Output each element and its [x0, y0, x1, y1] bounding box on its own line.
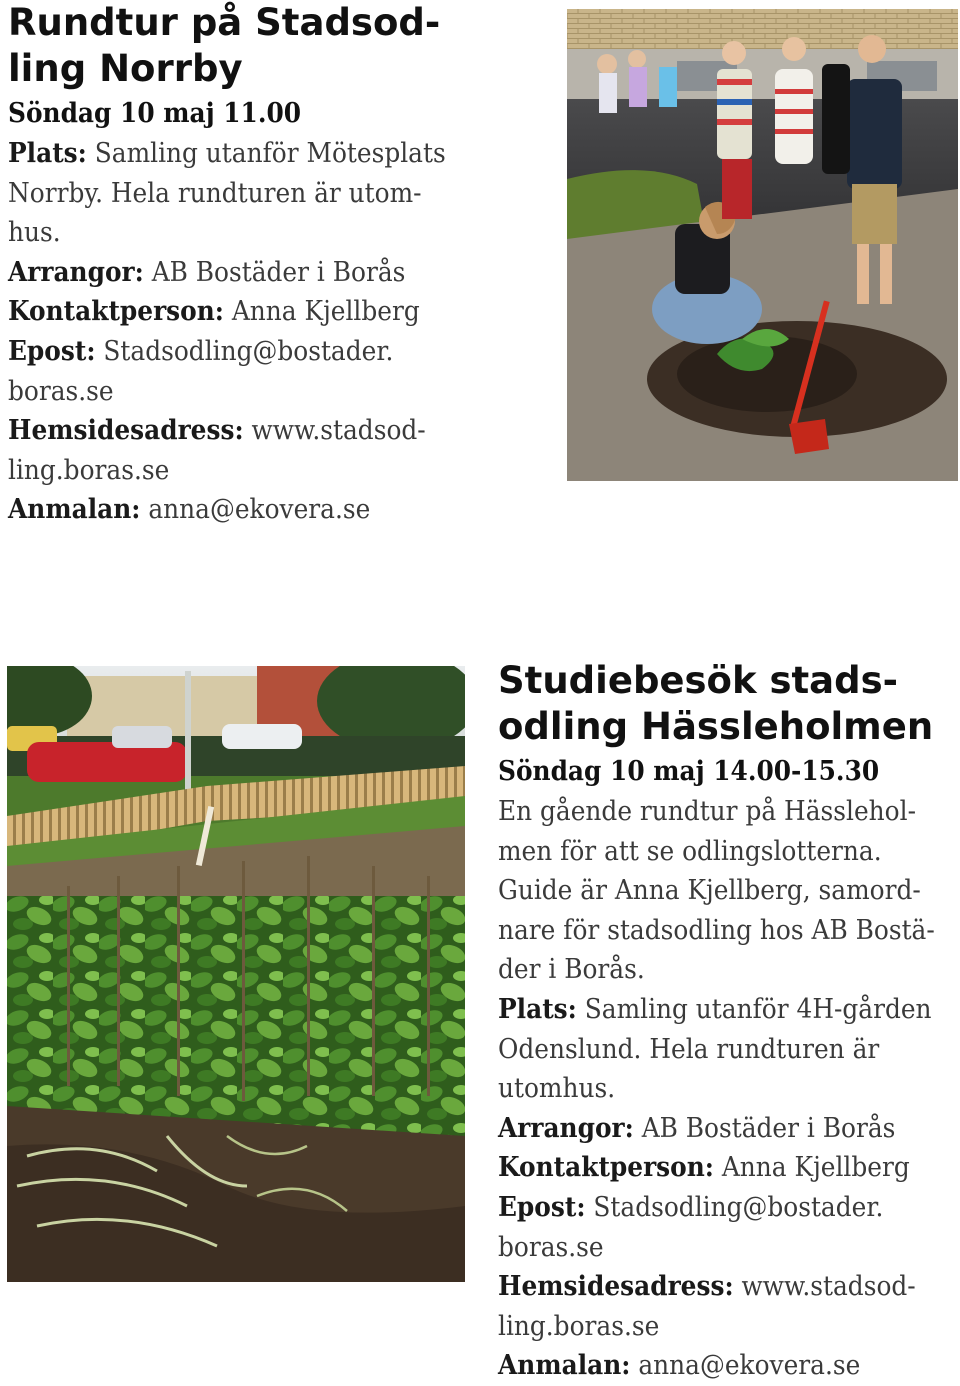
event2-line: En gående rundtur på Hässlehol-	[498, 796, 916, 827]
event1-line: Anmalan: anna@ekovera.se	[8, 494, 371, 526]
event1-line: Kontaktperson: Anna Kjellberg	[8, 296, 420, 328]
event2-details	[498, 792, 958, 1386]
event2-line: Anmalan: anna@ekovera.se	[498, 1350, 861, 1382]
event1-text	[8, 0, 553, 530]
event1-title: Rundtur på Stadsod- ling Norrby	[8, 1, 441, 90]
event1-line: Arrangor: AB Bostäder i Borås	[8, 256, 406, 288]
event2-line: Epost: Stadsodling@bostader.	[498, 1191, 884, 1223]
event1-line: Hemsidesadress: www.stadsod-	[8, 415, 426, 447]
planting-photo-image	[567, 9, 958, 481]
event2-date: Söndag 10 maj 14.00-15.30	[498, 756, 880, 787]
event1-line: Plats: Samling utanför Mötesplats	[8, 138, 446, 169]
event1-details	[8, 134, 553, 530]
event2-line: boras.se	[498, 1231, 604, 1263]
event2-line: Hemsidesadress: www.stadsod-	[498, 1271, 916, 1303]
event1-line: Epost: Stadsodling@bostader.	[8, 335, 394, 367]
event2-text	[498, 658, 958, 1386]
event1-line: boras.se	[8, 375, 114, 407]
event1-date: Söndag 10 maj 11.00	[8, 98, 302, 129]
event2-line: Kontaktperson: Anna Kjellberg	[498, 1152, 910, 1184]
planting-photo	[567, 9, 958, 481]
event2-line: Plats: Samling utanför 4H-gården	[498, 993, 932, 1025]
garden-photo	[7, 666, 465, 1282]
event1-line: Norrby. Hela rundturen är utom-	[8, 177, 422, 209]
event2-line: Odenslund. Hela rundturen är	[498, 1033, 880, 1065]
event1-line: ling.boras.se	[8, 454, 170, 486]
event2-line: utomhus.	[498, 1073, 616, 1105]
event2-line: Guide är Anna Kjellberg, samord-	[498, 875, 921, 907]
event2-title: Studiebesök stads- odling Hässleholmen	[498, 659, 934, 748]
event2-line: ling.boras.se	[498, 1310, 660, 1342]
event2-line: der i Borås.	[498, 954, 645, 986]
event2-line: nare för stadsodling hos AB Bostä-	[498, 914, 935, 946]
garden-photo-image	[7, 666, 465, 1282]
event2-line: Arrangor: AB Bostäder i Borås	[498, 1112, 896, 1144]
event2-line: men för att se odlingslotterna.	[498, 835, 882, 867]
event1-line: hus.	[8, 217, 61, 249]
